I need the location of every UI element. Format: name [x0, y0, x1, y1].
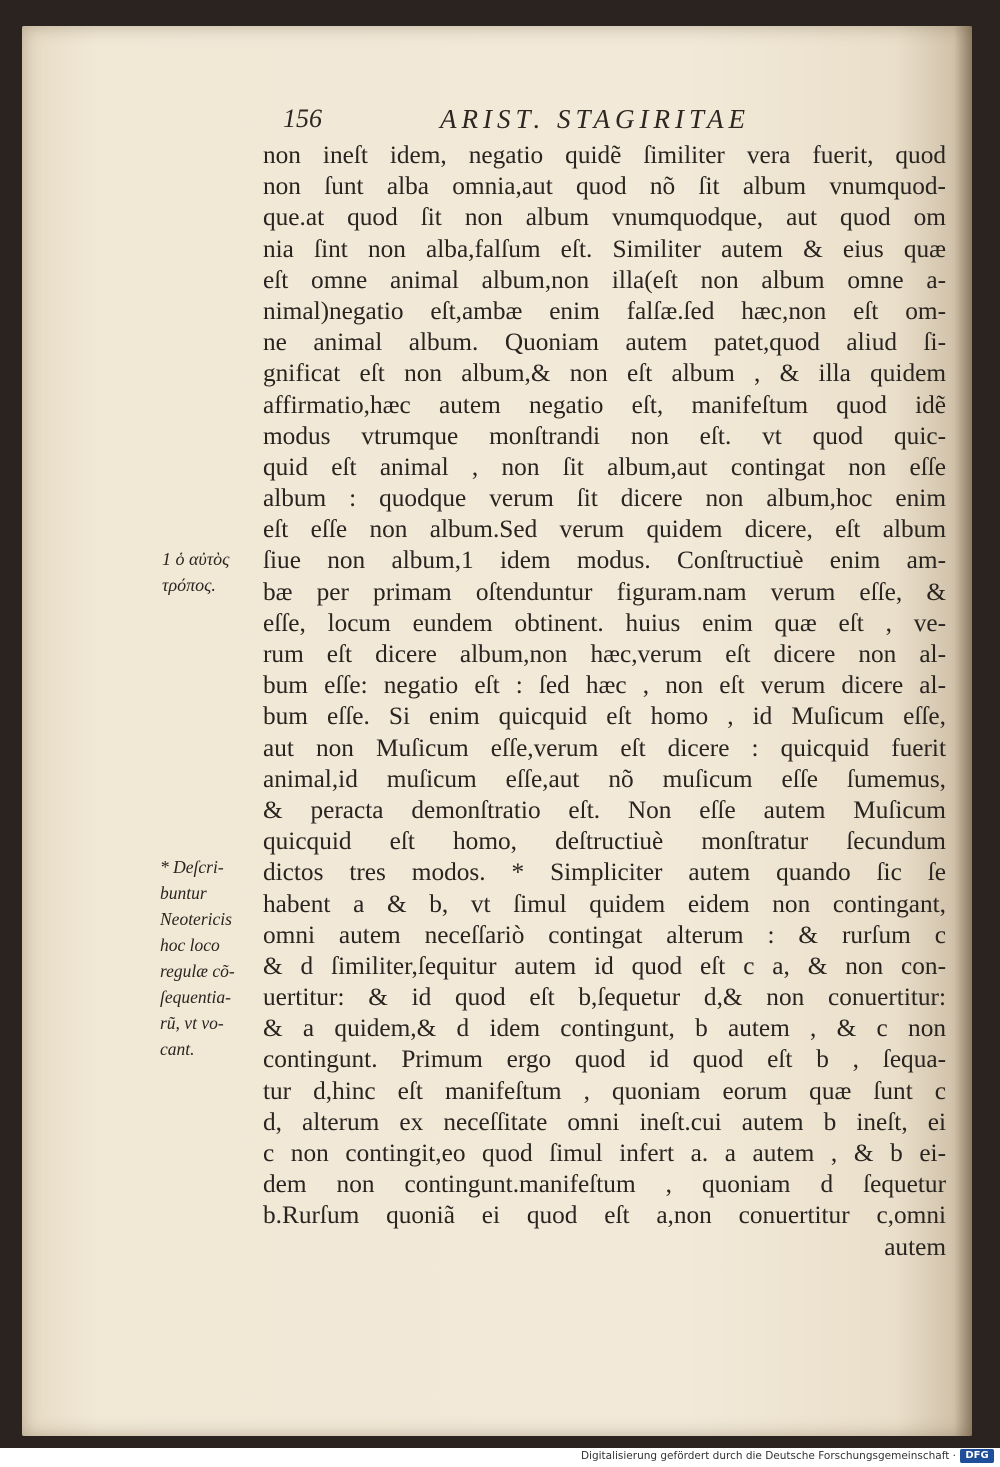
text-line: modus vtrumque monſtrandi non eſt. vt quod quic-: [263, 421, 946, 450]
text-line: eſt omne animal album,non illa(eſt non album omne a-: [263, 265, 946, 294]
text-line: & d ſimiliter,ſequitur autem id quod eſt c a, & non con-: [263, 951, 946, 980]
text-line: bæ per primam oſtenduntur figuram.nam verum eſſe, &: [263, 577, 946, 606]
text-line: dem non contingunt.manifeſtum , quoniam d ſequetur: [263, 1170, 946, 1199]
page-number: 156: [283, 104, 322, 133]
text-line: que.at quod ſit non album vnumquodque, aut quod om: [263, 203, 946, 232]
footer-credit: Digitalisierung gefördert durch die Deutsche Forschungsgemeinschaft ·: [580, 1450, 956, 1462]
margin-note-line: Neotericis: [160, 909, 232, 929]
text-line: omni autem neceſſariò contingat alterum : & rurſum c: [263, 920, 946, 949]
margin-note-line: τρόπος.: [162, 575, 216, 595]
page-header: [0, 104, 1000, 138]
text-line: rum eſt dicere album,non hæc,verum eſt dicere non al-: [263, 640, 946, 668]
text-line: & a quidem,& d idem contingunt, b autem , & c non: [263, 1014, 946, 1043]
text-line: affirmatio,hæc autem negatio eſt, manifeſtum quod idẽ: [263, 390, 946, 419]
margin-note-line: * Deſcri-: [160, 857, 224, 877]
text-line: b.Rurſum quoniã ei quod eſt a,non conuertitur c,omni: [263, 1201, 946, 1230]
margin-note-latin: [160, 854, 235, 1062]
text-line: non ſunt alba omnia,aut quod nõ ſit album vnumquod-: [263, 172, 946, 201]
page-edge-shadow: [954, 26, 972, 1436]
text-line: eſſe, locum eundem obtinent. huius enim quæ eſt , ve-: [263, 608, 946, 637]
margin-note-greek: [162, 546, 229, 598]
text-line: uertitur: & id quod eſt b,ſequetur d,& non conuertitur:: [263, 983, 946, 1012]
text-line: quid eſt animal , non ſit album,aut contingat non eſſe: [263, 452, 946, 481]
text-line: non ineſt idem, negatio quidẽ ſimiliter vera fuerit, quod: [263, 141, 946, 169]
text-line: animal,id muſicum eſſe,aut nõ muſicum eſſe ſumemus,: [263, 764, 946, 793]
text-line: autem: [884, 1232, 946, 1261]
text-line: nimal)negatio eſt,ambæ enim falſæ.ſed hæc,non eſt om-: [263, 296, 946, 325]
text-line: contingunt. Primum ergo quod id quod eſt b , ſequa-: [263, 1045, 946, 1074]
margin-note-line: hoc loco: [160, 935, 220, 955]
text-line: ſiue non album,1 idem modus. Conſtructiuè enim am-: [263, 546, 946, 575]
margin-note-line: buntur: [160, 883, 207, 903]
margin-note-line: rũ, vt vo-: [160, 1013, 224, 1033]
text-line: & peracta demonſtratio eſt. Non eſſe autem Muſicum: [263, 795, 946, 824]
text-line: bum eſſe. Si enim quicquid eſt homo , id Muſicum eſſe,: [263, 702, 946, 731]
dfg-logo: DFG: [960, 1449, 994, 1463]
text-line: habent a & b, vt ſimul quidem eidem non contingant,: [263, 889, 946, 918]
text-line: d, alterum ex neceſſitate omni ineſt.cui autem b ineſt, ei: [263, 1107, 946, 1136]
running-head: ARIST. STAGIRITAE: [440, 104, 750, 134]
text-line: ne animal album. Quoniam autem patet,quod aliud ſi-: [263, 328, 946, 357]
text-line: quicquid eſt homo, deſtructiuè monſtratur ſecundum: [263, 827, 946, 856]
margin-note-line: ſequentia-: [160, 987, 231, 1007]
text-line: dictos tres modos. * Simpliciter autem quando ſic ſe: [263, 858, 946, 887]
text-line: album : quodque verum ſit dicere non album,hoc enim: [263, 484, 946, 513]
text-line: bum eſſe: negatio eſt : ſed hæc , non eſt verum dicere al-: [263, 671, 946, 700]
margin-note-line: 1 ὁ αὐτὸς: [162, 549, 230, 569]
text-line: gnificat eſt non album,& non eſt album , & illa quidem: [263, 359, 946, 388]
margin-note-line: cant.: [160, 1039, 195, 1059]
body-text: [263, 140, 946, 1263]
text-line: nia ſint non alba,falſum eſt. Similiter autem & eius quæ: [263, 234, 946, 263]
text-line: aut non Muſicum eſſe,verum eſt dicere : quicquid fuerit: [263, 733, 946, 762]
margin-note-line: regulæ cõ-: [160, 961, 235, 981]
text-line: eſt eſſe non album.Sed verum quidem dicere, eſt album: [263, 515, 946, 544]
text-line: c non contingit,eo quod ſimul infert a. a autem , & b ei-: [263, 1139, 946, 1167]
text-line: tur d,hinc eſt manifeſtum , quoniam eorum quæ ſunt c: [263, 1076, 946, 1105]
